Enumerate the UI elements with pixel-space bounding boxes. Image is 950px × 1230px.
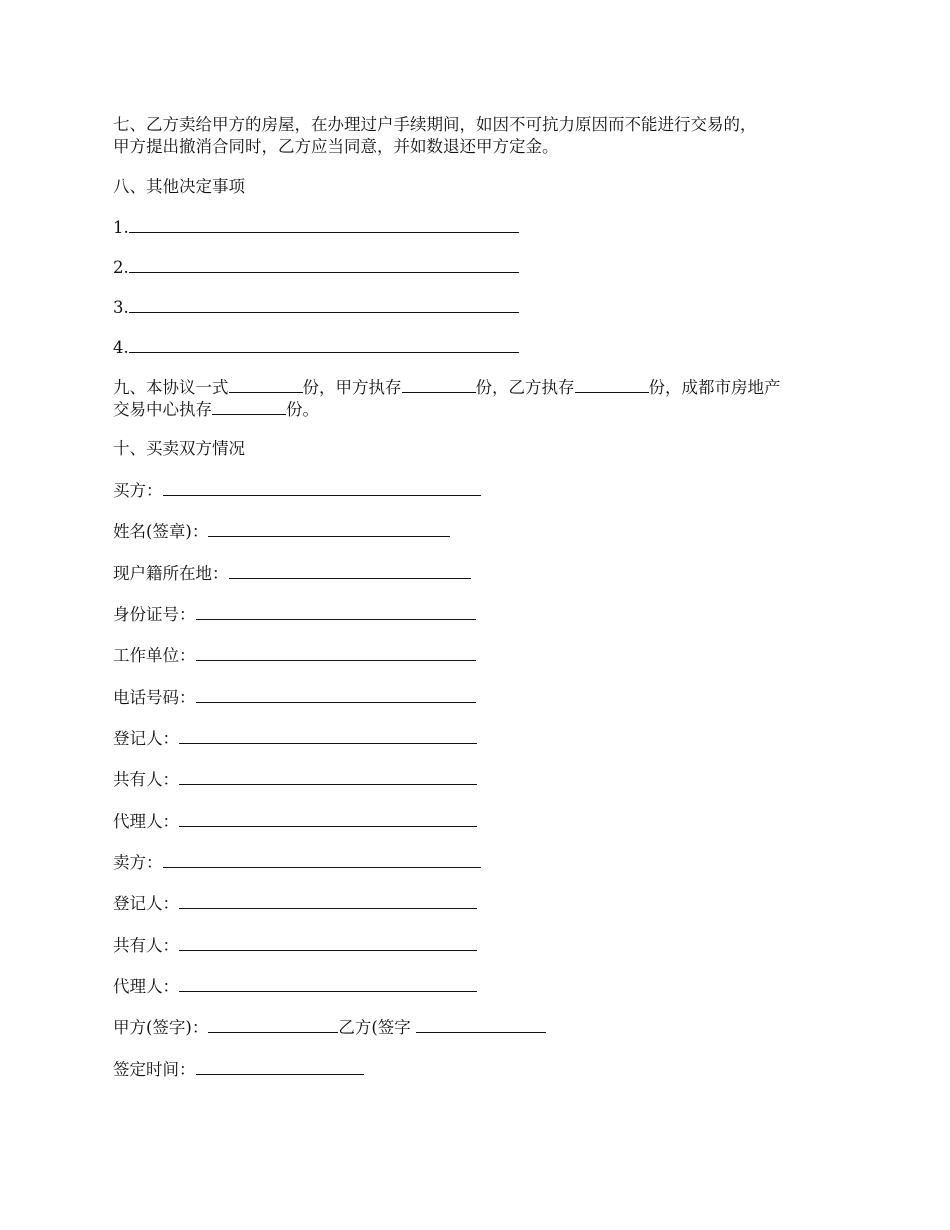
party-b-copies-blank[interactable] xyxy=(575,376,649,393)
seller-row xyxy=(113,851,843,874)
co-owner-blank[interactable] xyxy=(179,768,477,785)
date-blank[interactable] xyxy=(196,1058,364,1075)
co-owner-label: 共有人： xyxy=(113,770,179,789)
clause-9-part-5: 交易中心执存 xyxy=(113,400,212,419)
agent-2-blank[interactable] xyxy=(179,975,477,992)
co-owner-2-row xyxy=(113,934,843,957)
name-seal-blank[interactable] xyxy=(208,520,450,537)
item-number: 2. xyxy=(113,258,129,277)
clause-8-item-2 xyxy=(113,256,843,279)
registrant-2-row xyxy=(113,892,843,915)
signature-row xyxy=(113,1016,843,1039)
registrant-blank[interactable] xyxy=(179,727,477,744)
date-row xyxy=(113,1058,843,1081)
clause-9-part-3: 份，乙方执存 xyxy=(475,378,575,397)
item-4-blank[interactable] xyxy=(129,336,519,353)
id-number-row xyxy=(113,603,843,626)
work-unit-blank[interactable] xyxy=(196,644,476,661)
co-owner-row xyxy=(113,768,843,791)
clause-9-part-1: 九、本协议一式 xyxy=(113,378,229,397)
item-number: 4. xyxy=(113,338,129,357)
registrant-label: 登记人： xyxy=(113,729,179,748)
party-b-sign-blank[interactable] xyxy=(416,1016,546,1033)
name-seal-row xyxy=(113,520,843,543)
item-1-blank[interactable] xyxy=(129,216,519,233)
phone-label: 电话号码： xyxy=(113,688,196,707)
id-number-label: 身份证号： xyxy=(113,605,196,624)
clause-8-title: 八、其他决定事项 xyxy=(113,177,245,196)
clause-9-part-6: 份。 xyxy=(286,400,319,419)
residence-label: 现户籍所在地： xyxy=(113,564,229,583)
co-owner-2-blank[interactable] xyxy=(179,934,477,951)
agent-2-row xyxy=(113,975,843,998)
phone-row xyxy=(113,686,843,709)
work-unit-label: 工作单位： xyxy=(113,646,196,665)
seller-label: 卖方： xyxy=(113,853,163,872)
item-number: 3. xyxy=(113,298,129,317)
residence-blank[interactable] xyxy=(229,562,471,579)
seller-blank[interactable] xyxy=(163,851,481,868)
clause-9-part-2: 份，甲方执存 xyxy=(302,378,402,397)
item-3-blank[interactable] xyxy=(129,296,519,313)
buyer-row xyxy=(113,479,843,502)
clause-8-item-3 xyxy=(113,296,843,319)
clause-10-title: 十、买卖双方情况 xyxy=(113,439,245,458)
party-b-sign-label: 乙方(签字 xyxy=(338,1018,411,1037)
party-a-sign-label: 甲方(签字)： xyxy=(113,1018,209,1037)
clause-9-line-2 xyxy=(113,398,843,421)
clause-7-line-1: 七、乙方卖给甲方的房屋，在办理过户手续期间，如因不可抗力原因而不能进行交易的， xyxy=(113,115,757,134)
name-seal-label: 姓名(签章)： xyxy=(113,522,209,541)
total-copies-blank[interactable] xyxy=(229,376,303,393)
party-a-sign-blank[interactable] xyxy=(208,1016,338,1033)
agent-row xyxy=(113,810,843,833)
work-unit-row xyxy=(113,644,843,667)
registrant-2-blank[interactable] xyxy=(179,892,477,909)
registrant-row xyxy=(113,727,843,750)
id-number-blank[interactable] xyxy=(196,603,476,620)
item-2-blank[interactable] xyxy=(129,256,519,273)
agent-2-label: 代理人： xyxy=(113,977,179,996)
date-label: 签定时间： xyxy=(113,1060,196,1079)
residence-row xyxy=(113,562,843,585)
buyer-label: 买方： xyxy=(113,481,163,500)
clause-9-line-1 xyxy=(113,376,843,399)
item-number: 1. xyxy=(113,218,129,237)
agent-label: 代理人： xyxy=(113,812,179,831)
registrant-2-label: 登记人： xyxy=(113,894,179,913)
clause-8-item-4 xyxy=(113,336,843,359)
agent-blank[interactable] xyxy=(179,810,477,827)
clause-9-part-4: 份，成都市房地产 xyxy=(648,378,781,397)
phone-blank[interactable] xyxy=(196,686,476,703)
clause-8-item-1 xyxy=(113,216,843,239)
buyer-blank[interactable] xyxy=(163,479,481,496)
party-a-copies-blank[interactable] xyxy=(402,376,476,393)
co-owner-2-label: 共有人： xyxy=(113,936,179,955)
clause-7-line-2: 甲方提出撤消合同时，乙方应当同意，并如数退还甲方定金。 xyxy=(113,137,559,156)
center-copies-blank[interactable] xyxy=(212,398,286,415)
